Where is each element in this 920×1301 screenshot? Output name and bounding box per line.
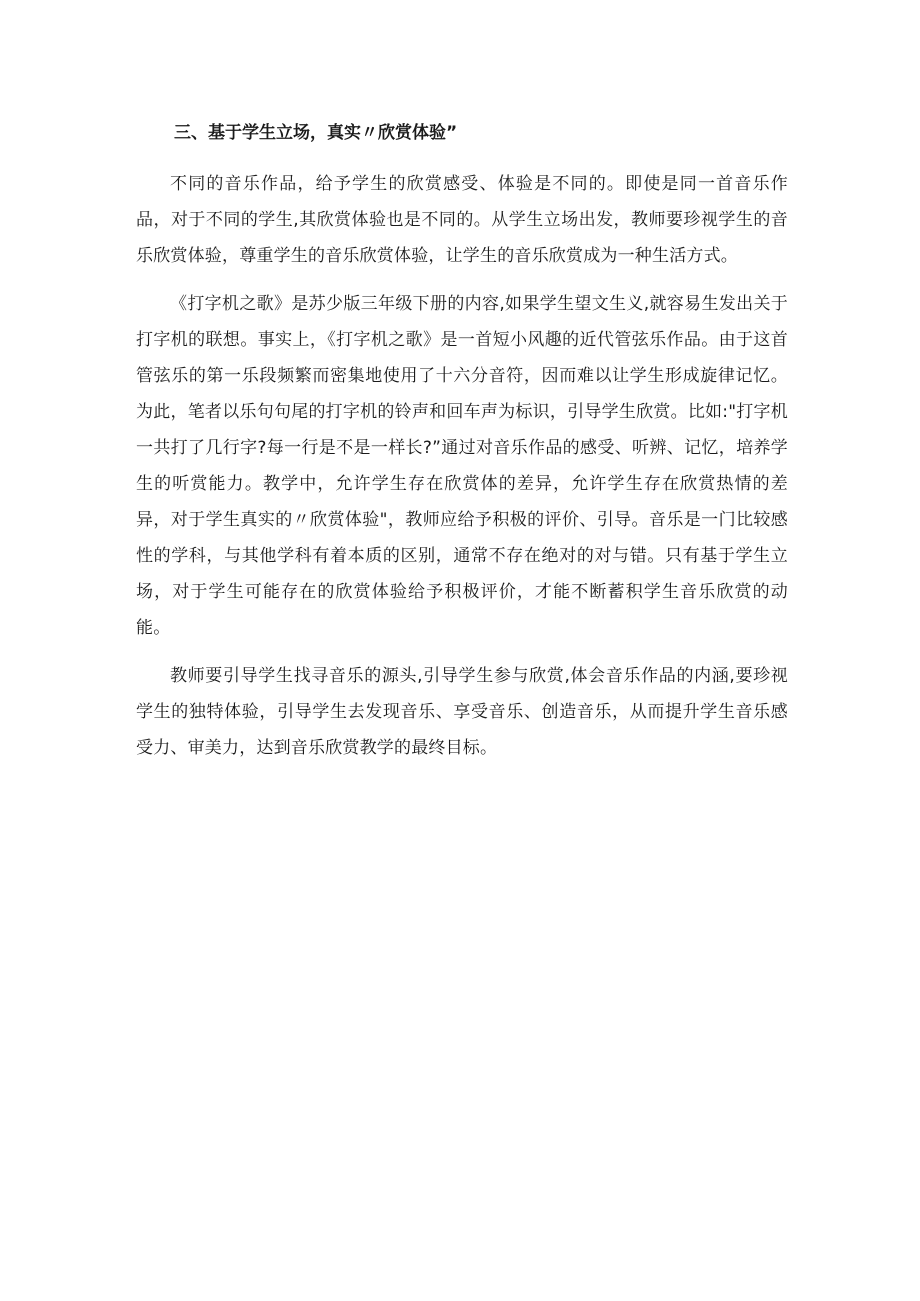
paragraph-3: 教师要引导学生找寻音乐的源头,引导学生参与欣赏,体会音乐作品的内涵,要珍视学生的独特体验，引导学生去发现音乐、享受音乐、创造音乐，从而提升学生音乐感受力、审美力，达到音乐欣赏教学的最终目标。 — [136, 666, 788, 758]
paragraph-2: 《打字机之歌》是苏少版三年级下册的内容,如果学生望文生义,就容易生发出关于打字机的联想。事实上，《打字机之歌》是一首短小风趣的近代管弦乐作品。由于这首管弦乐的第一乐段频繁而密集地使用了十六分音符，因而难以让学生形成旋律记忆。为此，笔者以乐句句尾的打字机的铃声和回车声为标识，引导学生欣赏。比如:"打字机一共打了几行字?每一行是不是一样长?”通过对音乐作品的感受、听辨、记忆，培养学生的听赏能力。教学中，允许学生存在欣赏体的差异，允许学生存在欣赏热情的差异，对于学生真实的〃欣赏体验"，教师应给予积极的评价、引导。音乐是一门比较感性的学科，与其他学科有着本质的区别，通常不存在绝对的对与错。只有基于学生立场，对于学生可能存在的欣赏体验给予积极评价，才能不断蓄积学生音乐欣赏的动能。 — [136, 294, 788, 638]
section-heading: 三、基于学生立场，真实〃欣赏体验” — [174, 123, 458, 143]
paragraph-1: 不同的音乐作品，给予学生的欣赏感受、体验是不同的。即使是同一首音乐作品，对于不同的学生,其欣赏体验也是不同的。从学生立场出发，教师要珍视学生的音乐欣赏体验，尊重学生的音乐欣赏体验，让学生的音乐欣赏成为一种生活方式。 — [136, 174, 788, 266]
document-body — [136, 116, 788, 766]
